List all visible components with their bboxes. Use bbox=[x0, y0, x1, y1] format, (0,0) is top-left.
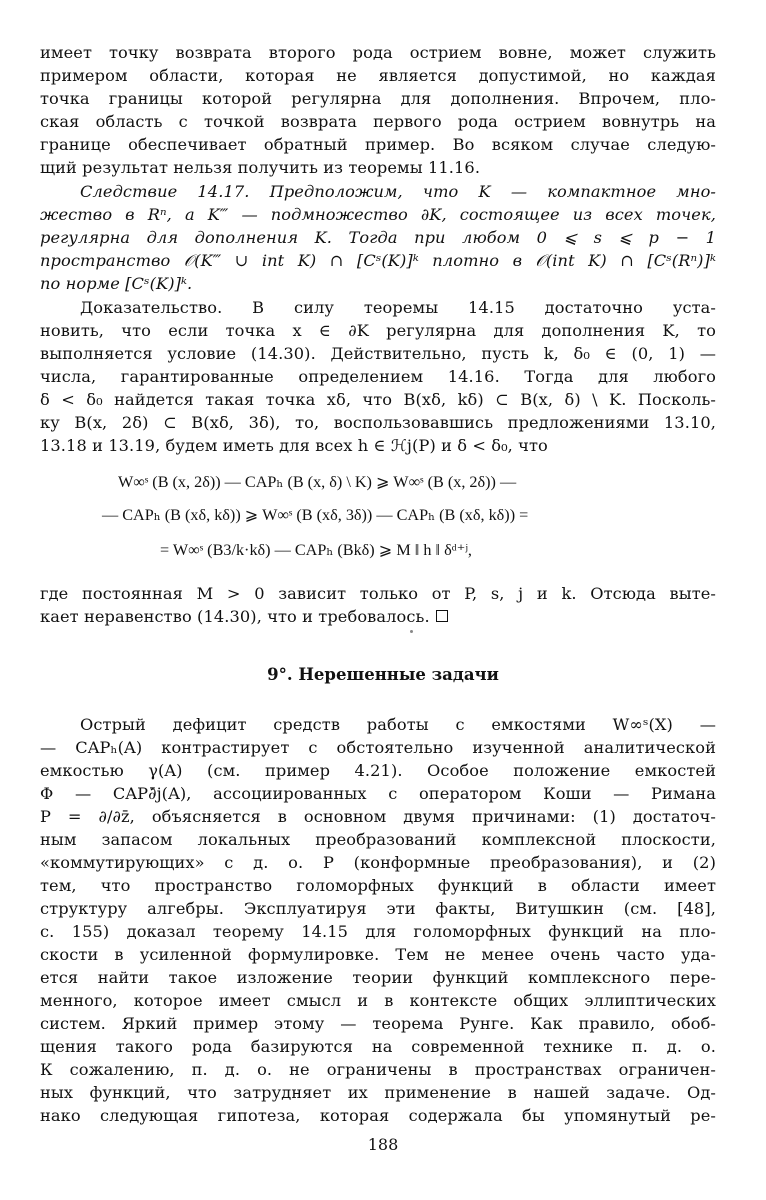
section-heading: 9°. Нерешенные задачи bbox=[267, 665, 499, 684]
text-line: К сожалению, п. д. о. не ограничены в пространствах ограничен- bbox=[40, 1060, 716, 1079]
formula-line: — CAPₕ (B (xδ, kδ)) ⩾ W∞ˢ (B (xδ, 3δ)) — CAPₕ (B (xδ, kδ)) = bbox=[102, 506, 529, 524]
text-line: ным запасом локальных преобразований комплексной плоскости, bbox=[40, 830, 716, 849]
proof-line: ку B(x, 2δ) ⊂ B(xδ, 3δ), то, воспользовавшись предложениями 13.10, bbox=[40, 413, 716, 432]
text-line bbox=[40, 606, 716, 628]
text-line: нако следующая гипотеза, которая содержала бы упомянутый ре- bbox=[40, 1106, 716, 1125]
corollary-line: регулярна для дополнения K. Тогда при любом 0 ⩽ s ⩽ p − 1 bbox=[40, 228, 716, 247]
text-line: точка границы которой регулярна для дополнения. Впрочем, пло- bbox=[40, 89, 716, 108]
formula-line: = W∞ˢ (B3/k·kδ) — CAPₕ (Bkδ) ⩾ M ‖ h ‖ δᵈ⁺ʲ, bbox=[160, 541, 472, 559]
corollary-line: Следствие 14.17. Предположим, что K — компактное мно- bbox=[80, 182, 716, 201]
text-line: скости в усиленной формулировке. Тем не менее очень часто уда- bbox=[40, 945, 716, 964]
proof-line: новить, что если точка x ∈ ∂K регулярна для дополнения K, то bbox=[40, 321, 716, 340]
print-speck bbox=[410, 630, 413, 633]
corollary-line: по норме [Cˢ(K)]ᵏ. bbox=[40, 274, 193, 293]
text-line: — CAPₕ(A) контрастирует с обстоятельно изученной аналитической bbox=[40, 738, 716, 757]
text-line: «коммутирующих» с д. о. P (конформные преобразования), и (2) bbox=[40, 853, 716, 872]
text-line: ская область с точкой возврата первого рода острием вовнутрь на bbox=[40, 112, 716, 131]
text-line: Φ — CAP∂̄j(A), ассоциированных с оператором Коши — Римана bbox=[40, 784, 716, 803]
text-line: систем. Яркий пример этому — теорема Рунге. Как правило, обоб- bbox=[40, 1014, 716, 1033]
page-number: 188 bbox=[367, 1135, 399, 1154]
text-line: с. 155) доказал теорему 14.15 для голоморфных функций на пло- bbox=[40, 922, 716, 941]
text-line: ных функций, что затрудняет их применение в нашей задаче. Од- bbox=[40, 1083, 716, 1102]
proof-line: δ < δ₀ найдется такая точка xδ, что B(xδ, kδ) ⊂ B(x, δ) \ K. Посколь- bbox=[40, 390, 716, 409]
proof-line: 13.18 и 13.19, будем иметь для всех h ∈ ℋj(P) и δ < δ₀, что bbox=[40, 436, 548, 455]
formula-line: W∞ˢ (B (x, 2δ)) — CAPₕ (B (x, δ) \ K) ⩾ W∞ˢ (B (x, 2δ)) — bbox=[118, 473, 517, 491]
text-line: Острый дефицит средств работы с емкостями W∞ˢ(X) — bbox=[80, 715, 716, 734]
text-line: примером области, которая не является допустимой, но каждая bbox=[40, 66, 716, 85]
corollary-line: жество в Rⁿ, а K‴ — подмножество ∂K, состоящее из всех точек, bbox=[40, 205, 716, 224]
text-line: P = ∂/∂z̄, объясняется в основном двумя причинами: (1) достаточ- bbox=[40, 807, 716, 826]
text-line: ется найти такое изложение теории функций комплексного пере- bbox=[40, 968, 716, 987]
text-line: щий результат нельзя получить из теоремы 11.16. bbox=[40, 158, 481, 177]
text-line: емкостью γ(A) (см. пример 4.21). Особое положение емкостей bbox=[40, 761, 716, 780]
text-line: щения такого рода базируются на современной технике п. д. о. bbox=[40, 1037, 716, 1056]
text-line: структуру алгебры. Эксплуатируя эти факты, Витушкин (см. [48], bbox=[40, 899, 716, 918]
text-span: кает неравенство (14.30), что и требовалось. bbox=[40, 607, 430, 626]
proof-line: Доказательство. В силу теоремы 14.15 достаточно уста- bbox=[80, 298, 716, 317]
proof-line: числа, гарантированные определением 14.16. Тогда для любого bbox=[40, 367, 716, 386]
text-line: имеет точку возврата второго рода острием вовне, может служить bbox=[40, 43, 716, 62]
proof-line: выполняется условие (14.30). Действительно, пусть k, δ₀ ∈ (0, 1) — bbox=[40, 344, 716, 363]
text-line: где постоянная M > 0 зависит только от P, s, j и k. Отсюда выте- bbox=[40, 584, 716, 603]
qed-square-icon bbox=[436, 610, 448, 622]
text-line: менного, которое имеет смысл и в контексте общих эллиптических bbox=[40, 991, 716, 1010]
text-line: тем, что пространство голоморфных функций в области имеет bbox=[40, 876, 716, 895]
corollary-line: пространство 𝒪(K‴ ∪ int K) ∩ [Cˢ(K)]ᵏ плотно в 𝒪(int K) ∩ [Cˢ(Rⁿ)]ᵏ bbox=[40, 251, 716, 270]
text-line: границе обеспечивает обратный пример. Во всяком случае следую- bbox=[40, 135, 716, 154]
